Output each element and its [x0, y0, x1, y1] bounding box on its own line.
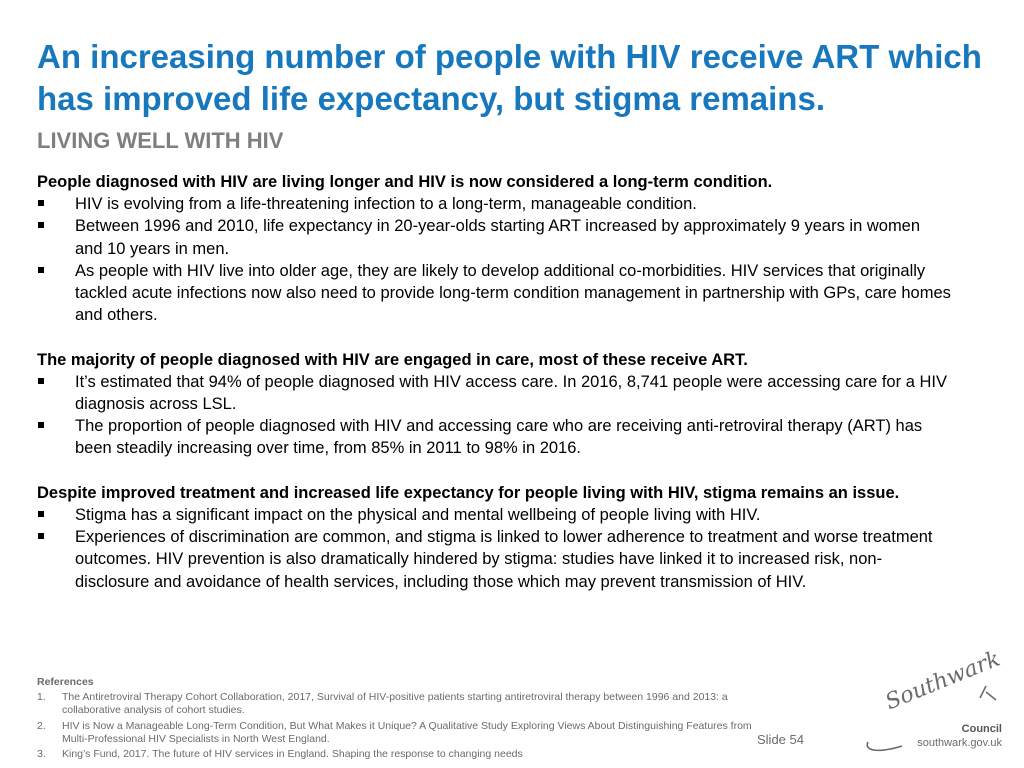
bullet-text: Stigma has a significant impact on the physical and mental wellbeing of people living with HIV. — [75, 506, 761, 525]
bullet-item — [37, 215, 952, 259]
reference-item — [37, 691, 757, 717]
bullet-text: It’s estimated that 94% of people diagnosed with HIV access care. In 2016, 8,741 people were accessing care for a HIV diagnosis across LSL. — [75, 372, 947, 414]
bullet-item — [37, 415, 952, 459]
bullet-text: As people with HIV live into older age, they are likely to develop additional co-morbidities. HIV services that originally tackled acute infections now also need to provide long-term condition management in partnership with GPs, care homes and others. — [75, 261, 951, 325]
square-bullet-icon — [38, 422, 44, 428]
bullet-item — [37, 193, 952, 215]
slide-title: An increasing number of people with HIV receive ART which has improved life expectancy, but stigma remains. — [37, 38, 982, 117]
bullet-text: Experiences of discrimination are common, and stigma is linked to lower adherence to treatment and worse treatment outcomes. HIV prevention is also dramatically hindered by stigma: studies have linked it to increased risk, non-disclosure and avoidance of health services, including those which may prevent transmission of HIV. — [75, 528, 933, 591]
section-heading: Despite improved treatment and increased life expectancy for people living with HIV, stigma remains an issue. — [37, 483, 900, 502]
section-stigma — [37, 482, 952, 593]
reference-text: The Antiretroviral Therapy Cohort Collaboration, 2017, Survival of HIV-positive patients starting antiretroviral therapy between 1996 and 2013: a collaborative analysis of cohort studies. — [62, 691, 728, 717]
references-heading: References — [37, 676, 94, 688]
bullet-list — [37, 193, 952, 326]
square-bullet-icon — [38, 200, 44, 206]
square-bullet-icon — [38, 267, 44, 273]
bullet-text: HIV is evolving from a life-threatening infection to a long-term, manageable condition. — [75, 195, 697, 214]
square-bullet-icon — [38, 533, 44, 539]
slide-content — [37, 171, 952, 593]
logo-url-text: southwark.gov.uk — [917, 737, 1002, 749]
reference-item — [37, 748, 757, 761]
bullet-text: Between 1996 and 2010, life expectancy in 20-year-olds starting ART increased by approximately 9 years in women and 10 years in men. — [75, 217, 921, 258]
bullet-item — [37, 260, 952, 327]
references — [37, 676, 757, 763]
bullet-item — [37, 504, 952, 526]
bullet-list — [37, 504, 952, 593]
southwark-council-logo — [862, 646, 1012, 756]
reference-number: 3. — [37, 748, 46, 761]
bullet-list — [37, 371, 952, 460]
slide-subtitle: LIVING WELL WITH HIV — [37, 128, 284, 153]
slide-number: Slide 54 — [757, 732, 804, 747]
square-bullet-icon — [38, 511, 44, 517]
reference-item — [37, 720, 757, 746]
bullet-item — [37, 526, 952, 593]
logo-wordmark: Southwark — [882, 646, 1004, 716]
reference-text: HIV is Now a Manageable Long-Term Condition, But What Makes it Unique? A Qualitative Study Exploring Views About Distinguishing Features from Multi-Professional HIV Specialists in North West England. — [62, 719, 752, 745]
square-bullet-icon — [38, 378, 44, 384]
section-engaged-in-care — [37, 349, 952, 460]
reference-text: King’s Fund, 2017. The future of HIV services in England. Shaping the response to changing needs — [62, 748, 523, 761]
section-long-term-condition — [37, 171, 952, 326]
section-heading: The majority of people diagnosed with HIV are engaged in care, most of these receive ART. — [37, 350, 748, 369]
bullet-item — [37, 371, 952, 415]
section-heading: People diagnosed with HIV are living longer and HIV is now considered a long-term condition. — [37, 173, 773, 191]
bullet-text: The proportion of people diagnosed with HIV and accessing care who are receiving anti-retroviral therapy (ART) has been steadily increasing over time, from 85% in 2011 to 98% in 2016. — [75, 417, 923, 458]
square-bullet-icon — [38, 222, 44, 228]
reference-number: 1. — [37, 691, 46, 704]
reference-number: 2. — [37, 719, 46, 732]
references-list — [37, 691, 757, 761]
logo-council-text: Council — [961, 723, 1002, 735]
